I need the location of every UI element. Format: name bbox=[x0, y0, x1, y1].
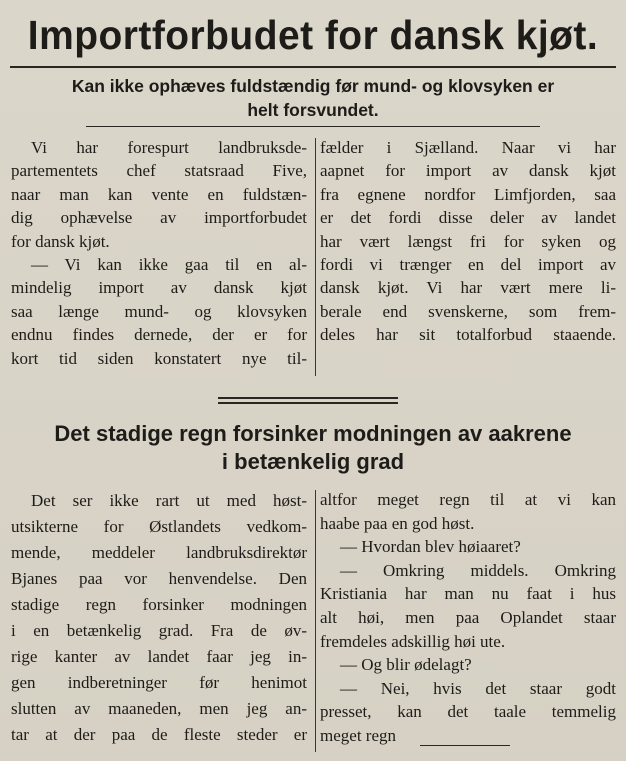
text-line: har vært længst fri for syken og bbox=[320, 231, 616, 251]
text-line: haabe paa en god høst. bbox=[320, 513, 475, 533]
article2-column-right bbox=[320, 488, 616, 748]
text-line: saa længe mund- og klovsyken bbox=[11, 301, 307, 321]
headline-line: i betænkelig grad bbox=[221, 449, 405, 474]
text-line: — Nei, hvis det staar godt bbox=[340, 678, 616, 698]
subheadline-line: helt forsvundet. bbox=[247, 100, 379, 120]
article2-column-left bbox=[11, 488, 307, 748]
text-line: berale end svenskerne, som frem- bbox=[320, 301, 616, 321]
column-separator bbox=[315, 138, 316, 376]
text-line: fordi vi trænger en del import av bbox=[320, 255, 616, 275]
article1-column-right bbox=[320, 136, 616, 347]
text-line: mindelig import av dansk kjøt bbox=[11, 278, 307, 298]
text-line: dig ophævelse av importforbudet bbox=[11, 208, 307, 228]
double-rule-bottom bbox=[218, 402, 398, 404]
subheadline-line: Kan ikke ophæves fuldstændig før mund- og klovsyken er bbox=[71, 76, 555, 96]
text-line: rige kanter av landet faar jeg in- bbox=[11, 647, 307, 666]
text-line: er det fordi disse deler av landet bbox=[320, 208, 616, 228]
text-line: aapnet for import av dansk kjøt bbox=[320, 161, 616, 181]
subheadline-rule bbox=[86, 126, 540, 127]
text-line: i en betænkelig grad. Fra de øv- bbox=[11, 621, 307, 640]
text-line: fra egnene nordfor Limfjorden, saa bbox=[320, 184, 616, 204]
column-separator bbox=[315, 490, 316, 752]
text-line: — Omkring middels. Omkring bbox=[340, 560, 616, 580]
text-line: presset, kan det taale temmelig bbox=[320, 702, 616, 722]
text-line: stadige regn forsinker modningen bbox=[11, 595, 307, 614]
text-line: Kristiania har man nu faat i hus bbox=[320, 584, 616, 604]
article2-headline bbox=[0, 420, 626, 476]
text-line: dansk kjøt. Vi har vært mere li- bbox=[320, 278, 616, 298]
text-line: deles har sit totalforbud staaende. bbox=[320, 325, 616, 345]
text-line: — Og blir ødelagt? bbox=[340, 655, 472, 675]
text-line: gen indberetninger før henimot bbox=[11, 673, 307, 692]
text-line: partementets chef statsraad Five, bbox=[11, 161, 307, 181]
article1-headline: Importforbudet for dansk kjøt. bbox=[27, 12, 599, 58]
text-line: kort tid siden konstatert nye til- bbox=[11, 348, 307, 368]
text-line: meget regn bbox=[320, 725, 396, 745]
end-rule bbox=[420, 745, 510, 746]
article1-column-left bbox=[11, 136, 307, 370]
text-line: alt høi, men paa Oplandet staar bbox=[320, 607, 616, 627]
text-line: for dansk kjøt. bbox=[11, 231, 110, 251]
text-line: — Hvordan blev høiaaret? bbox=[340, 537, 521, 557]
text-line: Bjanes paa vor henvendelse. Den bbox=[11, 569, 307, 588]
text-line: — Vi kan ikke gaa til en al- bbox=[31, 255, 307, 275]
text-line: slutten av maaneden, men jeg an- bbox=[11, 699, 307, 718]
text-line: fremdeles adskillig høi ute. bbox=[320, 631, 506, 651]
text-line: Det ser ikke rart ut med høst- bbox=[31, 491, 307, 510]
text-line: tar at der paa de fleste steder er bbox=[11, 725, 307, 744]
article1-subheadline bbox=[0, 74, 626, 122]
text-line: Vi har forespurt landbruksde- bbox=[31, 138, 307, 157]
text-line: utsikterne for Østlandets vedkom- bbox=[11, 517, 307, 536]
text-line: altfor meget regn til at vi kan bbox=[320, 490, 616, 509]
text-line: fælder i Sjælland. Naar vi har bbox=[320, 138, 616, 157]
headline-rule bbox=[10, 66, 616, 68]
text-line: naar man kan vente en fuldstæn- bbox=[11, 184, 307, 204]
headline-line: Det stadige regn forsinker modningen av aakrene bbox=[54, 421, 572, 446]
text-line: endnu findes dernede, der er for bbox=[11, 325, 307, 345]
double-rule-top bbox=[218, 397, 398, 399]
text-line: mende, meddeler landbruksdirektør bbox=[11, 543, 307, 562]
